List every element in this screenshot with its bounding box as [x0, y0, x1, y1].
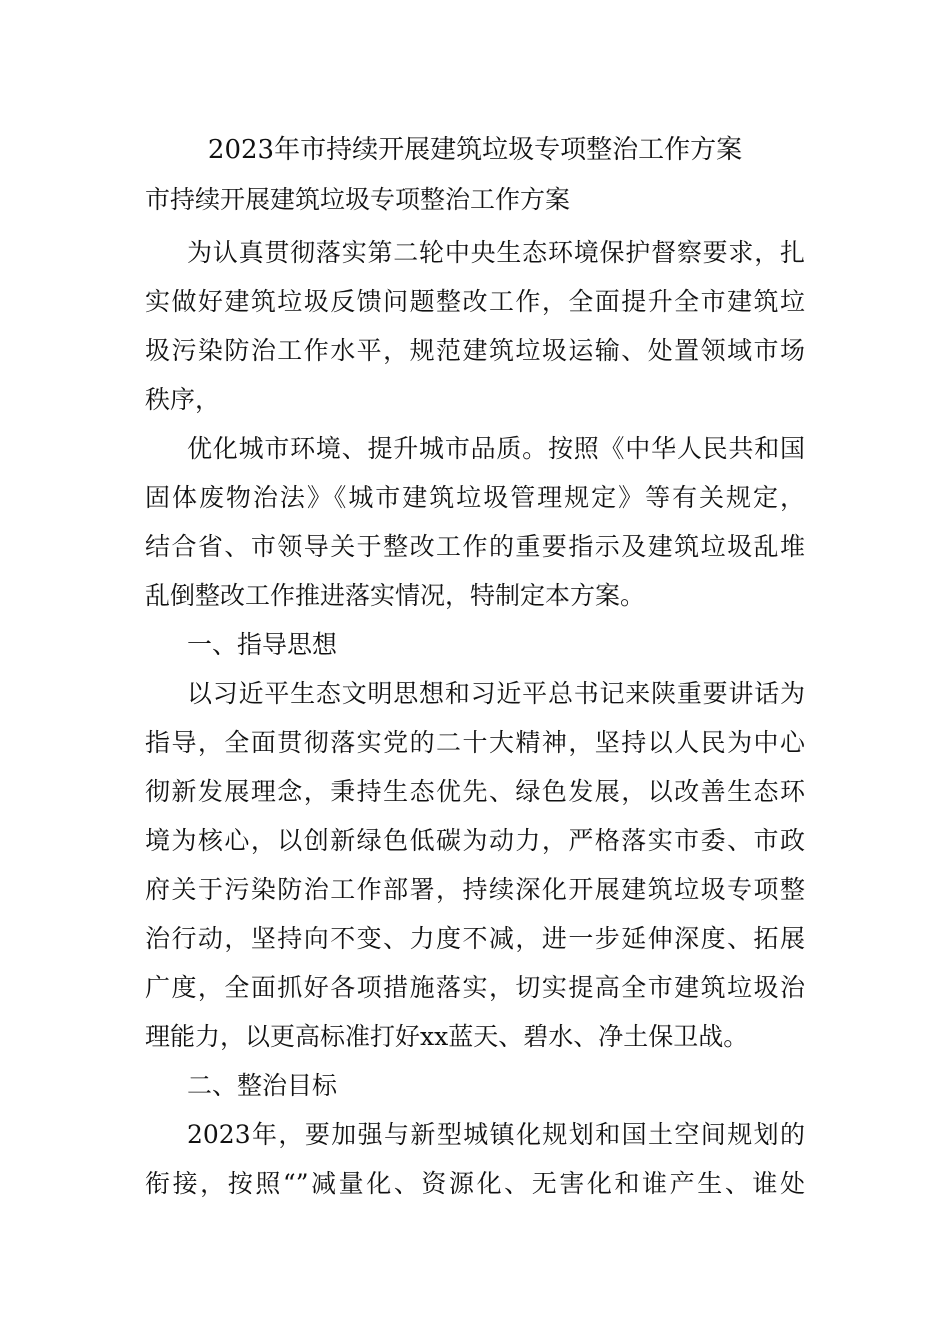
section-heading: 一、指导思想	[187, 630, 338, 659]
section-heading: 二、整治目标	[187, 1071, 338, 1100]
text-line: 理能力，以更高标准打好xx蓝天、碧水、净土保卫战。	[145, 1022, 749, 1051]
text-line: 彻新发展理念，秉持生态优先、绿色发展，以改善生态环	[145, 777, 805, 806]
text-line: 指导，全面贯彻落实党的二十大精神，坚持以人民为中心	[145, 728, 805, 757]
text-line: 衔接，按照“”减量化、资源化、无害化和谁产生、谁处	[145, 1169, 805, 1198]
text-line: 结合省、市领导关于整改工作的重要指示及建筑垃圾乱堆	[145, 532, 805, 561]
text-line: 府关于污染防治工作部署，持续深化开展建筑垃圾专项整	[145, 875, 805, 904]
text-line: 广度，全面抓好各项措施落实，切实提高全市建筑垃圾治	[145, 973, 805, 1002]
text-line: 为认真贯彻落实第二轮中央生态环境保护督察要求，扎	[187, 238, 805, 267]
document-subtitle: 市持续开展建筑垃圾专项整治工作方案	[145, 185, 571, 214]
document-body	[145, 228, 805, 1208]
text-line: 境为核心，以创新绿色低碳为动力，严格落实市委、市政	[145, 826, 805, 855]
text-line: 秩序，	[145, 385, 221, 414]
text-line: 优化城市环境、提升城市品质。按照《中华人民共和国	[187, 434, 805, 463]
text-line: 2023年，要加强与新型城镇化规划和国土空间规划的	[187, 1120, 805, 1149]
text-line: 治行动，坚持向不变、力度不减，进一步延伸深度、拓展	[145, 924, 805, 953]
text-line: 固体废物治法》《城市建筑垃圾管理规定》等有关规定，	[145, 483, 805, 512]
text-line: 乱倒整改工作推进落实情况，特制定本方案。	[145, 581, 646, 610]
text-line: 以习近平生态文明思想和习近平总书记来陕重要讲话为	[187, 679, 805, 708]
text-line: 圾污染防治工作水平，规范建筑垃圾运输、处置领域市场	[145, 336, 805, 365]
text-line: 实做好建筑垃圾反馈问题整改工作，全面提升全市建筑垃	[145, 287, 805, 316]
document-title: 2023年市持续开展建筑垃圾专项整治工作方案	[207, 135, 743, 165]
